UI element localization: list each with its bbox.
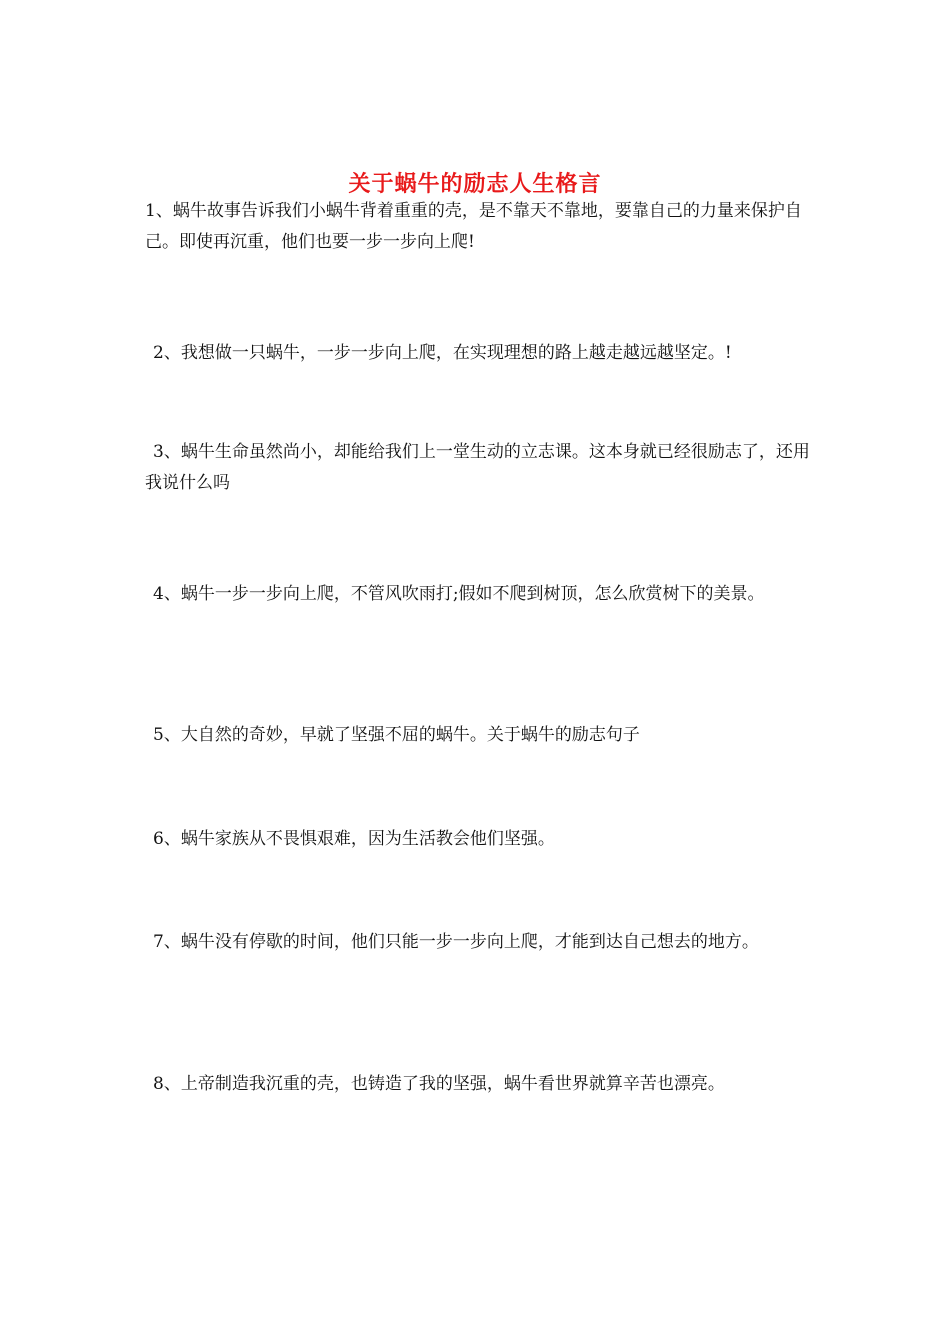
quote-item-3: 3、蜗牛生命虽然尚小，却能给我们上一堂生动的立志课。这本身就已经很励志了，还用我说什么吗: [145, 442, 810, 493]
quote-item-4: 4、蜗牛一步一步向上爬，不管风吹雨打;假如不爬到树顶，怎么欣赏树下的美景。: [153, 584, 765, 604]
quote-item-2: 2、我想做一只蜗牛，一步一步向上爬，在实现理想的路上越走越远越坚定。!: [153, 343, 732, 363]
quote-item-8: 8、上帝制造我沉重的壳，也铸造了我的坚强，蜗牛看世界就算辛苦也漂亮。: [153, 1074, 725, 1094]
quote-item-5: 5、大自然的奇妙，早就了坚强不屈的蜗牛。关于蜗牛的励志句子: [153, 725, 640, 745]
quote-item-6: 6、蜗牛家族从不畏惧艰难，因为生活教会他们坚强。: [153, 829, 555, 849]
document-title: 关于蜗牛的励志人生格言: [348, 170, 602, 197]
quote-item-7: 7、蜗牛没有停歇的时间，他们只能一步一步向上爬，才能到达自己想去的地方。: [153, 932, 759, 952]
quote-item-1: 1、蜗牛故事告诉我们小蜗牛背着重重的壳，是不靠天不靠地，要靠自己的力量来保护自己。即使再沉重，他们也要一步一步向上爬!: [145, 201, 802, 252]
